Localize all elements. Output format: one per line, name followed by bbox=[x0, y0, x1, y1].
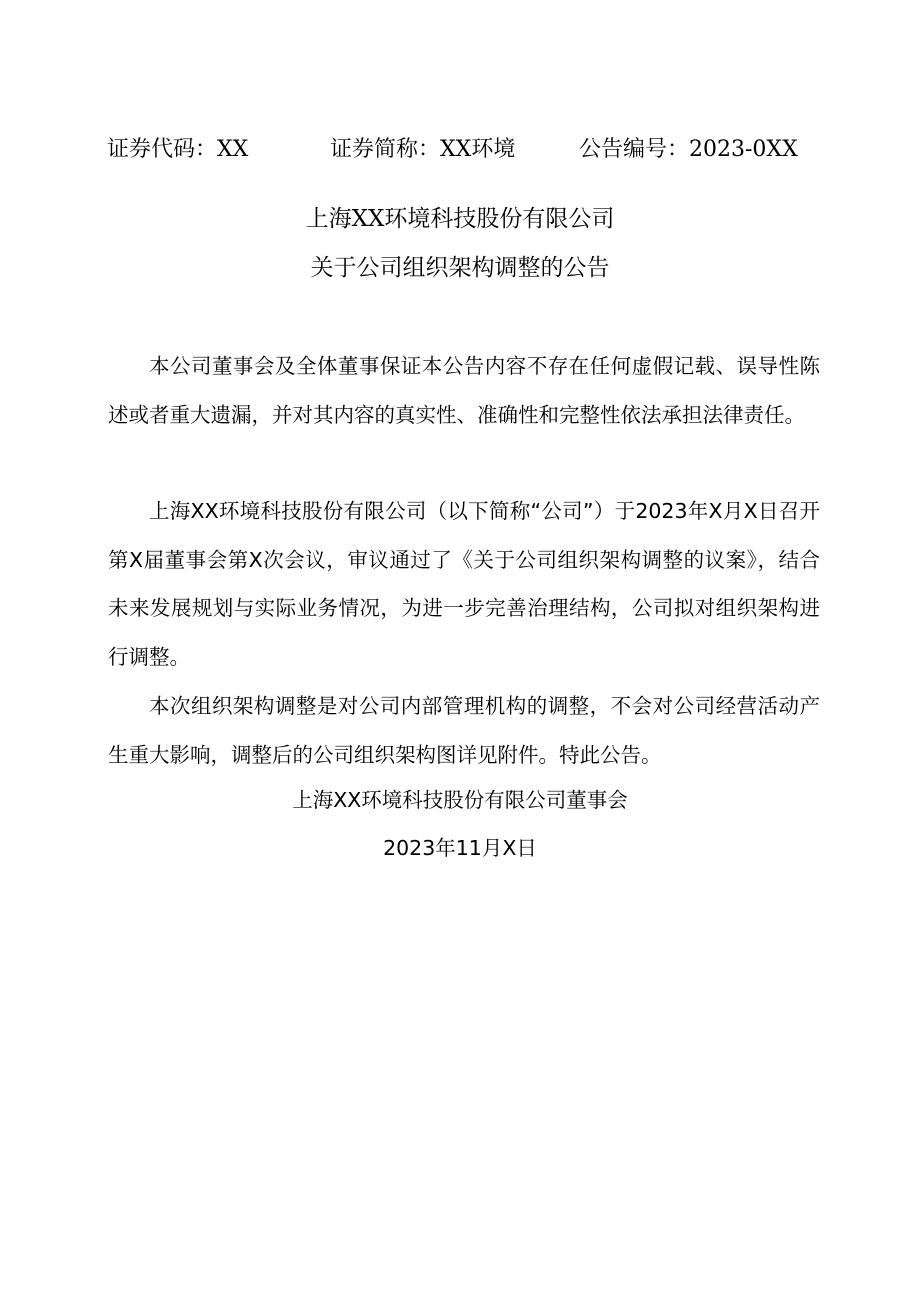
signature-company: 上海XX环境科技股份有限公司董事会 bbox=[292, 788, 628, 812]
signature-date: 2023年11月X日 bbox=[383, 836, 537, 860]
company-title: 上海XX环境科技股份有限公司 bbox=[305, 206, 615, 232]
security-code: 证券代码：XX bbox=[107, 137, 249, 162]
announcement-title: 关于公司组织架构调整的公告 bbox=[310, 255, 610, 281]
security-abbreviation: 证券简称：XX环境 bbox=[330, 137, 516, 162]
announcement-header bbox=[0, 132, 920, 168]
body-paragraph-impact: 本次组织架构调整是对公司内部管理机构的调整，不会对公司经营活动产生重大影响，调整后的公司组织架构图详见附件。特此公告。 bbox=[108, 694, 820, 767]
body-paragraph-disclaimer: 本公司董事会及全体董事保证本公告内容不存在任何虚假记载、误导性陈述或者重大遗漏，并对其内容的真实性、准确性和完整性依法承担法律责任。 bbox=[108, 354, 820, 427]
body-paragraph-meeting: 上海XX环境科技股份有限公司（以下简称“公司”）于2023年X月X日召开第X届董事会第X次会议，审议通过了《关于公司组织架构调整的议案》，结合未来发展规划与实际业务情况，为进一步完善治理结构，公司拟对组织架构进行调整。 bbox=[108, 499, 820, 669]
announcement-number: 公告编号：2023-0XX bbox=[579, 137, 798, 162]
